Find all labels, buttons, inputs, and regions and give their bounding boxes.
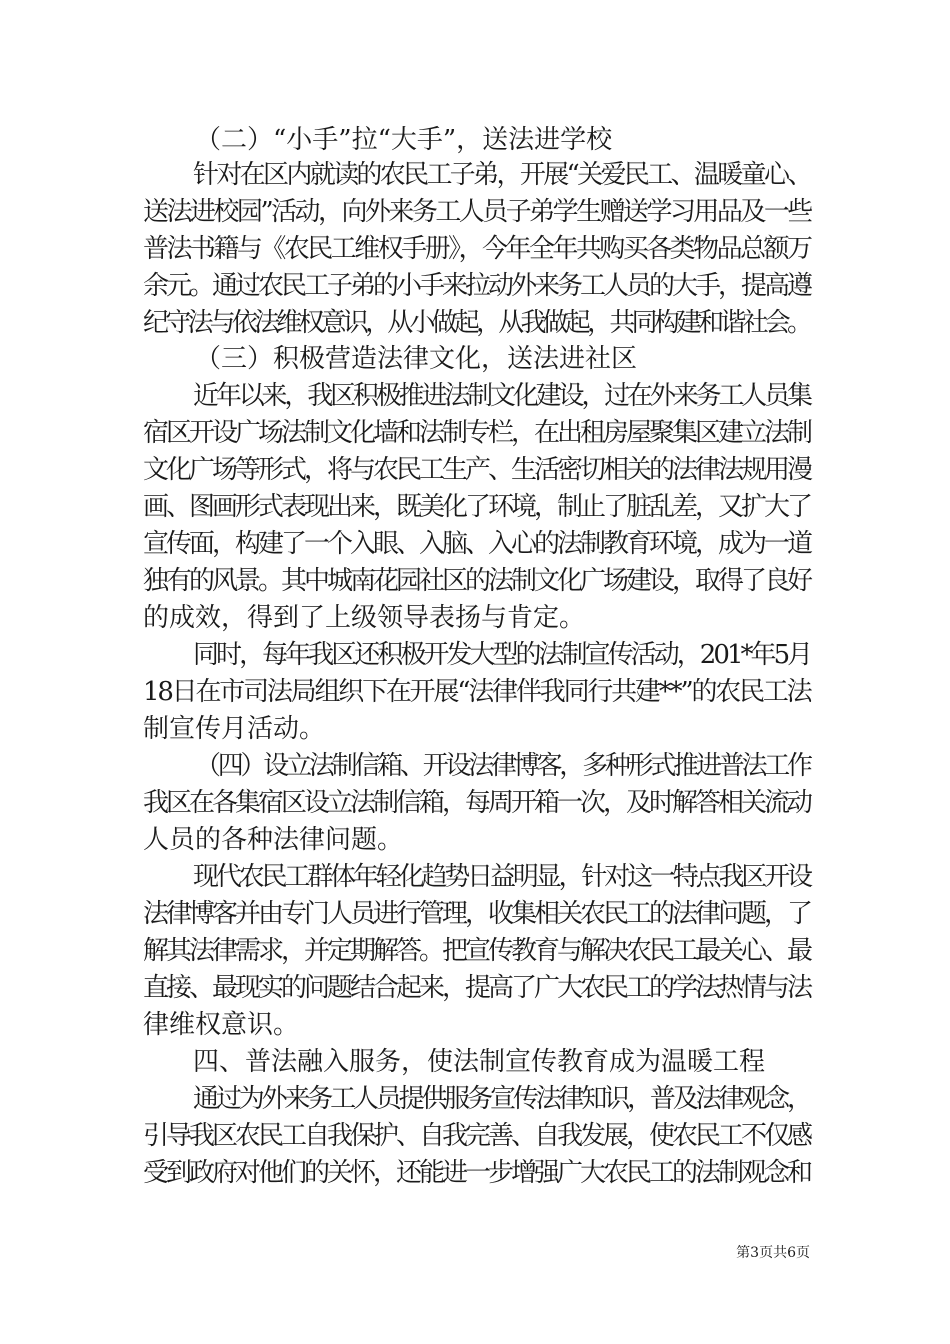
paragraph-line: 独有的风景。其中城南花园社区的法制文化广场建设，取得了良好 — [143, 566, 811, 596]
paragraph-line: 纪守法与依法维权意识，从小做起，从我做起，共同构建和谐社会。 — [143, 308, 810, 338]
paragraph-line: 宣传面，构建了一个入眼、入脑、入心的法制教育环境，成为一道 — [143, 529, 811, 559]
paragraph-line: 制宣传月活动。 — [143, 714, 326, 744]
page-number: 第3页共6页 — [736, 1245, 810, 1261]
heading-line: 四、普法融入服务，使法制宣传教育成为温暖工程 — [193, 1047, 766, 1077]
paragraph-line: 宿区开设广场法制文化墙和法制专栏，在出租房屋聚集区建立法制 — [143, 418, 811, 448]
paragraph-line: 法律博客并由专门人员进行管理，收集相关农民工的法律问题，了 — [143, 899, 811, 929]
paragraph-line: 18日在市司法局组织下在开展“法律伴我同行共建**”的农民工法 — [143, 677, 811, 707]
paragraph-line: 受到政府对他们的关怀，还能进一步增强广大农民工的法制观念和 — [143, 1158, 811, 1188]
paragraph-line: 同时，每年我区还积极开发大型的法制宣传活动，201*年5月 — [193, 640, 811, 670]
paragraph-line: 画、图画形式表现出来，既美化了环境，制止了脏乱差，又扩大了 — [143, 492, 811, 522]
paragraph-line: 文化广场等形式，将与农民工生产、生活密切相关的法律法规用漫 — [143, 455, 811, 485]
heading-line: （三）积极营造法律文化，送法进社区 — [195, 344, 638, 374]
paragraph-line: 近年以来，我区积极推进法制文化建设，过在外来务工人员集 — [193, 381, 810, 411]
paragraph-line: 人员的各种法律问题。 — [143, 825, 404, 855]
paragraph-line: 余元。通过农民工子弟的小手来拉动外来务工人员的大手，提高遵 — [143, 271, 811, 301]
heading-line: （四）设立法制信箱、开设法律博客，多种形式推进普法工作 — [195, 751, 810, 781]
paragraph-line: 直接、最现实的问题结合起来，提高了广大农民工的学法热情与法 — [143, 973, 811, 1003]
paragraph-line: 针对在区内就读的农民工子弟，开展“关爱民工、温暖童心、 — [193, 160, 811, 190]
paragraph-line: 普法书籍与《农民工维权手册》，今年全年共购买各类物品总额万 — [143, 234, 811, 264]
heading-line: （二）“小手”拉“大手”，送法进学校 — [195, 125, 613, 155]
paragraph-line: 送法进校园”活动，向外来务工人员子弟学生赠送学习用品及一些 — [143, 197, 811, 227]
paragraph-line: 现代农民工群体年轻化趋势日益明显，针对这一特点我区开设 — [193, 862, 810, 892]
paragraph-line: 引导我区农民工自我保护、自我完善、自我发展，使农民工不仅感 — [143, 1121, 811, 1151]
paragraph-line: 的成效，得到了上级领导表扬与肯定。 — [143, 603, 586, 633]
paragraph-line: 解其法律需求，并定期解答。把宣传教育与解决农民工最关心、最 — [143, 936, 811, 966]
paragraph-line: 通过为外来务工人员提供服务宣传法律知识，普及法律观念， — [193, 1084, 810, 1114]
paragraph-line: 律维权意识。 — [143, 1010, 300, 1040]
paragraph-line: 我区在各集宿区设立法制信箱，每周开箱一次，及时解答相关流动 — [143, 788, 811, 818]
